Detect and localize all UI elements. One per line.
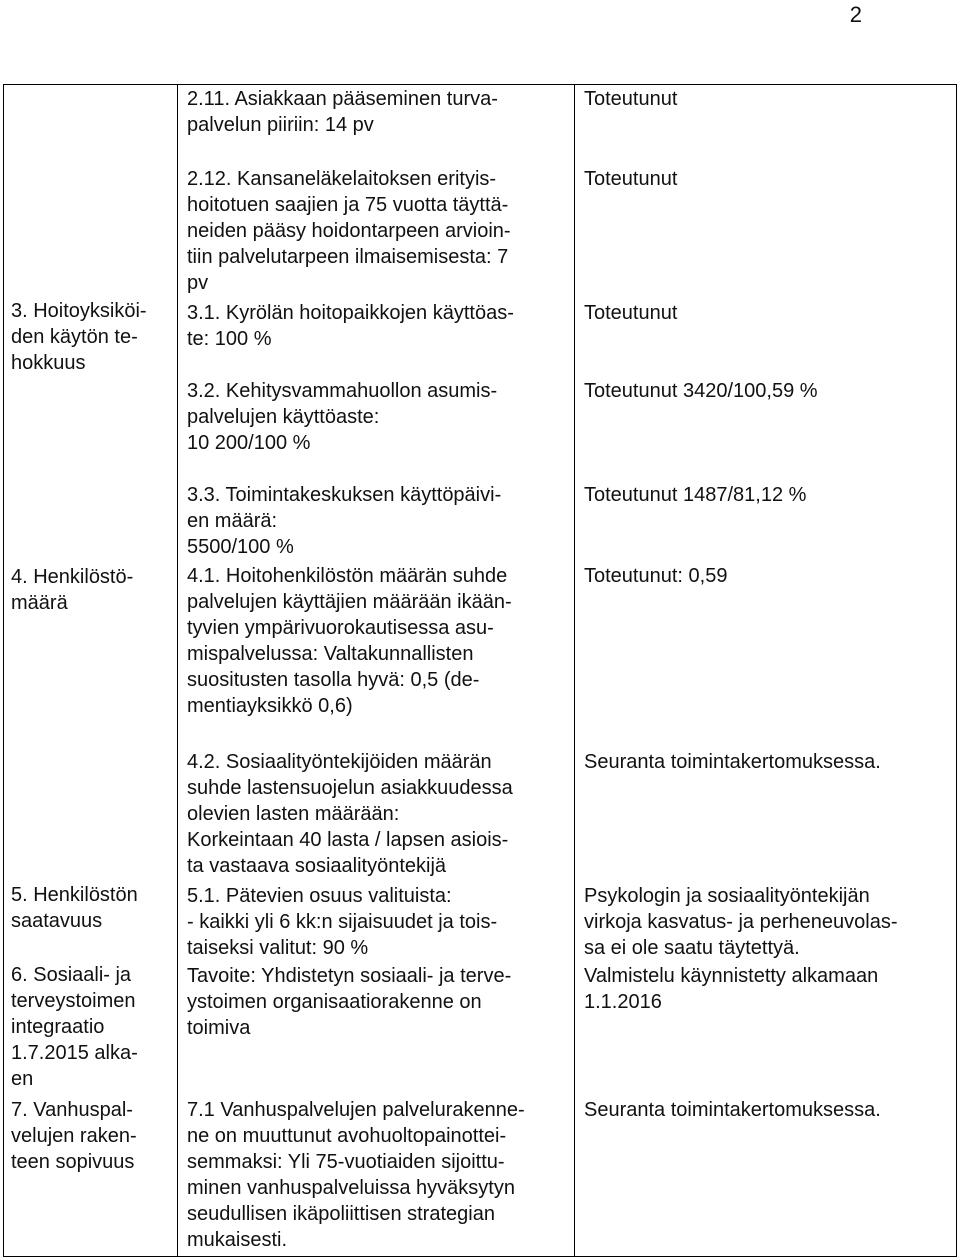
indicator-3-3: 3.3. Toimintakeskuksen käyttöpäivi- en määrä: 5500/100 % (187, 484, 502, 558)
result-4-1: Toteutunut: 0,59 (584, 565, 728, 587)
table-top-border (3, 84, 957, 85)
result-3-1: Toteutunut (584, 302, 678, 324)
column-divider-2 (574, 84, 575, 1257)
table-bottom-border (3, 1256, 957, 1257)
indicator-5-1: 5.1. Pätevien osuus valituista: - kaikki yli 6 kk:n sijaisuudet ja tois- taiseksi valitut: 90 % (187, 885, 498, 959)
indicator-4-2: 4.2. Sosiaalityöntekijöiden määrän suhde lastensuojelun asiakkuudessa olevien lasten määrään: Korkeintaan 40 lasta / lapsen asiois- ta vastaava sosiaalityöntekijä (187, 751, 513, 877)
table-right-border (956, 84, 957, 1257)
indicator-2-12: 2.12. Kansaneläkelaitoksen erityis- hoitotuen saajien ja 75 vuotta täyttä- neiden pääsy hoidontarpeen arvioin- tiin palvelutarpeen ilmaisemisesta: 7 pv (187, 168, 511, 294)
result-7-1: Seuranta toimintakertomuksessa. (584, 1099, 881, 1121)
indicator-2-11: 2.11. Asiakkaan pääseminen turva- palvelun piiriin: 14 pv (187, 88, 498, 136)
column-divider-1 (177, 84, 178, 1257)
result-3-3: Toteutunut 1487/81,12 % (584, 484, 807, 506)
page-number: 2 (849, 2, 862, 27)
category-6: 6. Sosiaali- ja terveystoimen integraatio 1.7.2015 alka- en (11, 964, 138, 1090)
category-4: 4. Henkilöstö- määrä (11, 566, 134, 614)
indicator-6: Tavoite: Yhdistetyn sosiaali- ja terve- ystoimen organisaatiorakenne on toimiva (187, 965, 512, 1039)
result-3-2: Toteutunut 3420/100,59 % (584, 380, 818, 402)
result-4-2: Seuranta toimintakertomuksessa. (584, 751, 881, 773)
indicator-3-1: 3.1. Kyrölän hoitopaikkojen käyttöas- te: 100 % (187, 302, 514, 350)
indicator-7-1: 7.1 Vanhuspalvelujen palvelurakenne- ne on muuttunut avohuoltopainottei- semmaksi: Yli 75-vuotiaiden sijoittu- minen vanhuspalveluissa hyväksytyn seudullisen ikäpoliittisen strategian mukaisesti. (187, 1099, 525, 1251)
result-2-12: Toteutunut (584, 168, 678, 190)
category-7: 7. Vanhuspal- velujen raken- teen sopivuus (11, 1099, 137, 1173)
category-3: 3. Hoitoyksiköi- den käytön te- hokkuus (11, 300, 147, 374)
result-5-1: Psykologin ja sosiaalityöntekijän virkoja kasvatus- ja perheneuvolas- sa ei ole saatu täytettyä. (584, 885, 898, 959)
table-left-border (3, 84, 4, 1257)
indicator-3-2: 3.2. Kehitysvammahuollon asumis- palvelujen käyttöaste: 10 200/100 % (187, 380, 498, 454)
result-2-11: Toteutunut (584, 88, 678, 110)
indicator-4-1: 4.1. Hoitohenkilöstön määrän suhde palvelujen käyttäjien määrään ikään- tyvien ympärivuorokautisessa asu- mispalvelussa: Valtakunnallisten suositusten tasolla hyvä: 0,5 (de- mentiayksikkö 0,6) (187, 565, 512, 717)
result-6: Valmistelu käynnistetty alkamaan 1.1.2016 (584, 965, 879, 1013)
category-5: 5. Henkilöstön saatavuus (11, 884, 138, 932)
